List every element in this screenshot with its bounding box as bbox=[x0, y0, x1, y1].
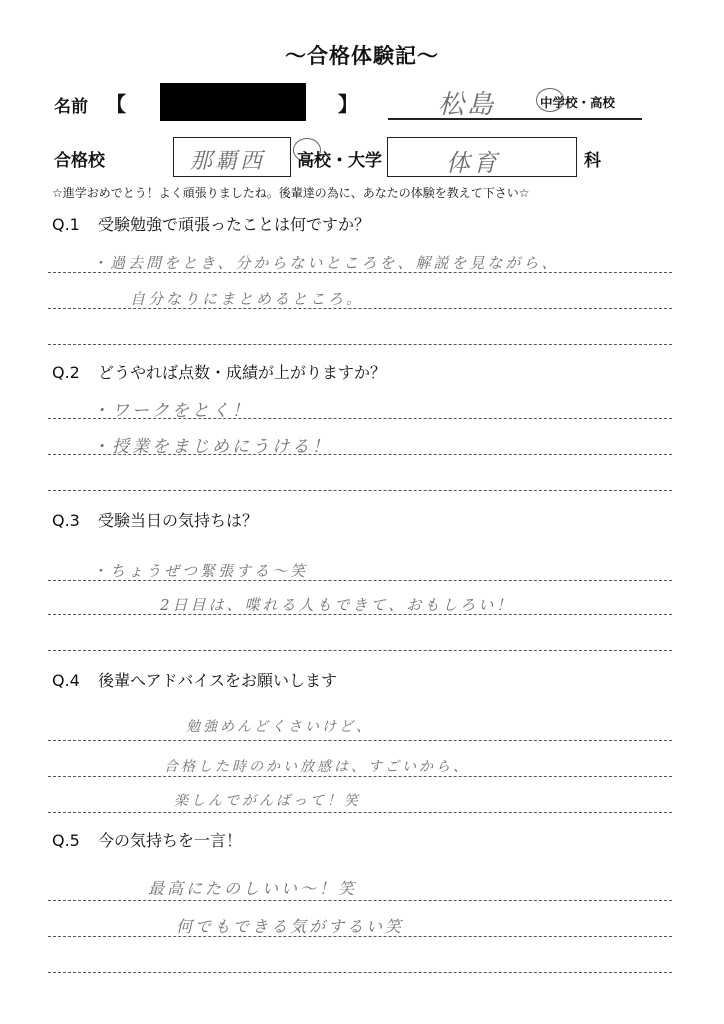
handwritten-department: 体育 bbox=[446, 149, 500, 177]
answer-5-line-2: 何でもできる気がするい笑 bbox=[176, 917, 405, 936]
question-3-number: Q.3 bbox=[52, 511, 80, 530]
answer-line bbox=[48, 936, 672, 937]
answer-line bbox=[48, 454, 672, 455]
question-1-text: 受験勉強で頑張ったことは何ですか？ bbox=[98, 215, 371, 234]
answer-line bbox=[48, 580, 672, 581]
name-close-bracket: 】 bbox=[338, 92, 358, 116]
answer-line bbox=[48, 490, 672, 491]
answer-4-line-2: 合格した時のかい放感は、すごいから、 bbox=[164, 759, 470, 775]
answer-line bbox=[48, 900, 672, 901]
name-label: 名前 bbox=[54, 97, 88, 117]
question-4-text: 後輩へアドバイスをお願いします bbox=[98, 671, 338, 690]
koukou-daigaku-label: 高校・大学 bbox=[297, 151, 382, 171]
question-3 bbox=[52, 508, 258, 531]
answer-line bbox=[48, 308, 672, 309]
answer-line bbox=[48, 776, 672, 777]
answer-5-line-1: 最高にたのしいい～！笑 bbox=[148, 879, 358, 898]
answer-4-line-1: 勉強めんどくさいけど、 bbox=[186, 719, 373, 735]
answer-line bbox=[48, 614, 672, 615]
question-1-number: Q.1 bbox=[52, 215, 80, 234]
question-5-number: Q.5 bbox=[52, 831, 80, 850]
redacted-name bbox=[160, 83, 306, 121]
handwritten-high-school: 那覇西 bbox=[190, 149, 266, 174]
answer-4-line-3: 楽しんでがんばって！笑 bbox=[174, 793, 361, 809]
handwritten-middle-school: 松島 bbox=[438, 90, 497, 120]
question-2-text: どうやれば点数・成績が上がりますか？ bbox=[98, 363, 387, 382]
answer-2-line-2: ・授業をまじめにうける！ bbox=[92, 437, 332, 457]
answer-line bbox=[48, 650, 672, 651]
question-3-text: 受験当日の気持ちは？ bbox=[98, 511, 259, 530]
answer-3-line-2: 2日目は、喋れる人もできて、おもしろい！ bbox=[160, 596, 515, 614]
answer-line bbox=[48, 740, 672, 741]
answer-2-line-1: ・ワークをとく！ bbox=[92, 401, 252, 421]
question-5 bbox=[52, 828, 242, 851]
name-underline bbox=[388, 118, 642, 120]
answer-line bbox=[48, 972, 672, 973]
school-type-label: 中学校・高校 bbox=[540, 95, 616, 110]
question-5-text: 今の気持ちを一言！ bbox=[98, 831, 243, 850]
question-1 bbox=[52, 212, 370, 235]
question-4-number: Q.4 bbox=[52, 671, 80, 690]
answer-line bbox=[48, 272, 672, 273]
answer-line bbox=[48, 344, 672, 345]
answer-1-line-2: 自分なりにまとめるところ。 bbox=[130, 290, 365, 308]
question-4 bbox=[52, 668, 337, 691]
answer-1-line-1: ・過去問をとき、分からないところを、解説を見ながら、 bbox=[92, 254, 560, 272]
answer-3-line-1: ・ちょうぜつ緊張する～笑 bbox=[92, 562, 309, 580]
page-title: ～合格体験記～ bbox=[285, 44, 439, 68]
name-open-bracket: 【 bbox=[106, 92, 126, 116]
intro-text: ☆進学おめでとう！よく頑張りましたね。後輩達の為に、あなたの体験を教えて下さい☆ bbox=[52, 186, 530, 200]
goukaku-label: 合格校 bbox=[54, 151, 105, 171]
question-2 bbox=[52, 360, 386, 383]
answer-line bbox=[48, 418, 672, 419]
question-2-number: Q.2 bbox=[52, 363, 80, 382]
department-suffix-label: 科 bbox=[584, 151, 601, 171]
answer-line bbox=[48, 812, 672, 813]
